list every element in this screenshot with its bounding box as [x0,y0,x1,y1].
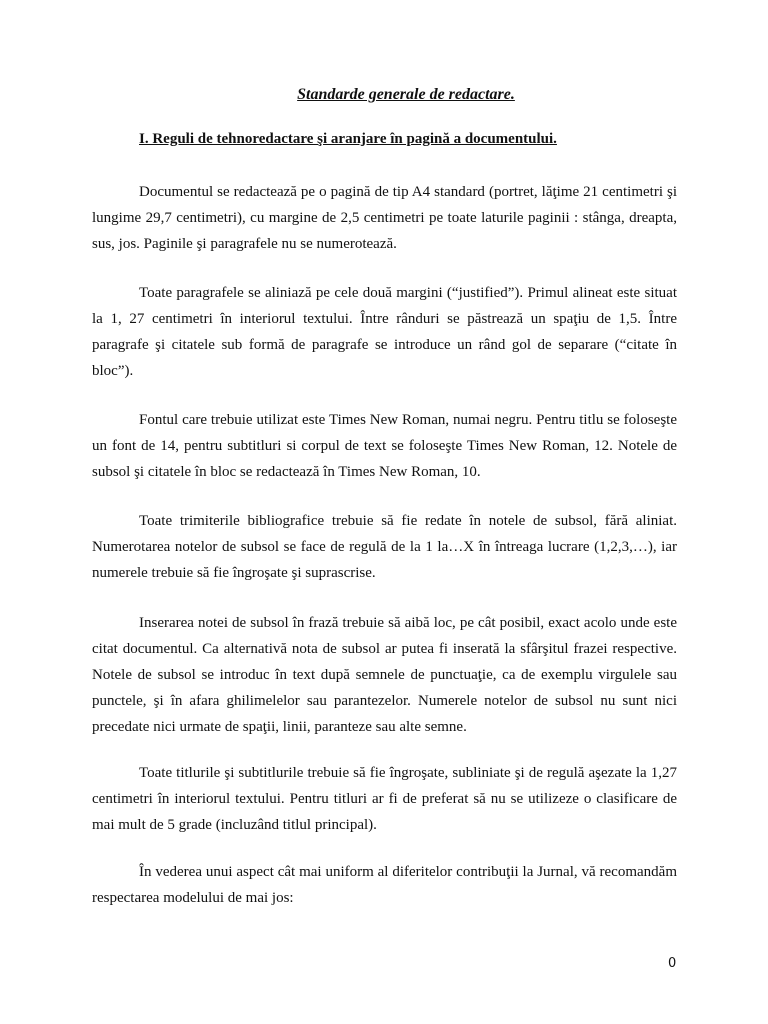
paragraph-alignment: Toate paragrafele se aliniază pe cele două margini (“justified”). Primul alineat este situat la 1, 27 centimetri în interiorul textului. Între rânduri se păstrează un spaţiu de 1,5. Între paragrafe şi citatele sub formă de paragrafe se introduce un rând gol de separare (“citate în bloc”). [92,285,677,379]
document-title: Standarde generale de redactare. [297,86,515,103]
page-number: 0 [668,956,677,971]
paragraph-model: În vederea unui aspect cât mai uniform al diferitelor contribuţii la Jurnal, vă recomandăm respectarea modelului de mai jos: [92,864,677,906]
paragraph-page-format: Documentul se redactează pe o pagină de tip A4 standard (portret, lăţime 21 centimetri şi lungime 29,7 centimetri), cu margine de 2,5 centimetri pe toate laturile paginii : stânga, dreapta, sus, jos. Paginile şi paragrafele nu se numerotează. [92,184,677,252]
paragraph-footnote-placement: Inserarea notei de subsol în frază trebuie să aibă loc, pe cât posibil, exact acolo unde este citat documentul. Ca alternativă nota de subsol ar putea fi inserată la sfârşitul frazei respective. Notele de subsol se introduc în text după semnele de punctuaţie, ca de exemplu virgulele sau punctele, şi în afara ghilimelelor sau parantezelor. Numerele notelor de subsol nu sunt nici precedate nici urmate de spaţii, linii, paranteze sau alte semne. [92,615,677,735]
paragraph-bibliography: Toate trimiterile bibliografice trebuie să fie redate în notele de subsol, fără aliniat. Numerotarea notelor de subsol se face de regulă de la 1 la…X în întreaga lucrare (1,2,3,…), iar numerele trebuie să fie îngroşate şi suprascrise. [92,513,677,581]
paragraph-headings: Toate titlurile şi subtitlurile trebuie să fie îngroşate, subliniate şi de regulă aşezate la 1,27 centimetri în interiorul textului. Pentru titluri ar fi de preferat să nu se utilizeze o clasificare de mai mult de 5 grade (incluzând titlul principal). [92,765,677,833]
paragraph-font: Fontul care trebuie utilizat este Times New Roman, numai negru. Pentru titlu se foloseşte un font de 14, pentru subtitluri si corpul de text se foloseşte Times New Roman, 12. Notele de subsol şi citatele în bloc se redactează în Times New Roman, 10. [92,412,677,480]
section-heading: I. Reguli de tehnoredactare şi aranjare în pagină a documentului. [139,131,557,147]
